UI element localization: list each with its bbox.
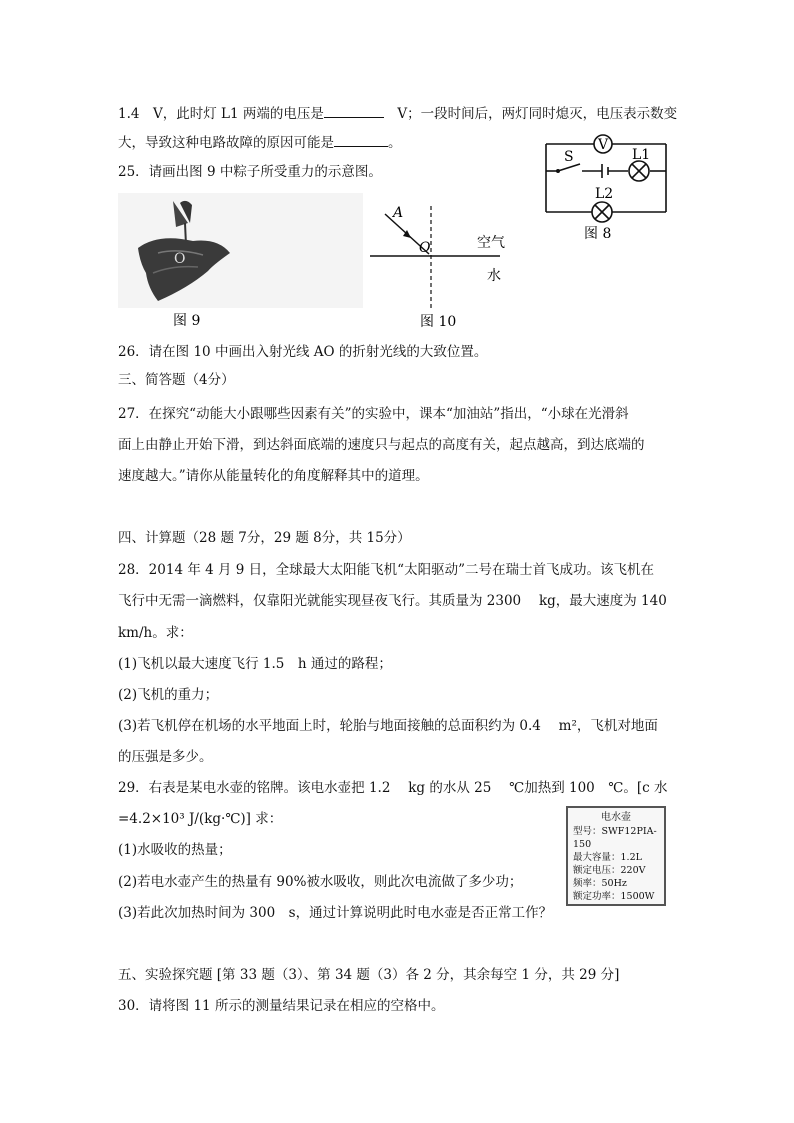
figure-10-caption: 图 10 xyxy=(420,314,457,330)
section-3-heading: 三、简答题（4分） xyxy=(118,372,235,388)
point-o-label: O xyxy=(419,240,431,256)
kettle-nameplate xyxy=(566,806,666,906)
nameplate-row: 额定功率：1500W xyxy=(573,891,655,902)
figure-8-circuit xyxy=(540,128,680,243)
question-28-line-3: km/h。求： xyxy=(118,625,193,641)
lamp-1-label: L1 xyxy=(632,147,651,163)
figure-8-caption: 图 8 xyxy=(584,226,612,242)
section-4-heading: 四、计算题（28 题 7分，29 题 8分，共 15分） xyxy=(118,530,411,546)
question-25: 25．请画出图 9 中粽子所受重力的示意图。 xyxy=(118,164,382,180)
question-28-sub-3a: (3)若飞机停在机场的水平地面上时，轮胎与地面接触的总面积约为 0.4 m²，飞机对地面 xyxy=(118,718,658,734)
nameplate-row: 最大容量：1.2L xyxy=(573,852,642,863)
nameplate-title: 电水壶 xyxy=(601,812,631,823)
question-27-line-1: 27．在探究“动能大小跟哪些因素有关”的实验中，课本“加油站”指出，“小球在光滑斜 xyxy=(118,406,629,422)
nameplate-row: 型号：SWF12PIA-150 xyxy=(573,826,657,850)
question-29-sub-2: (2)若电水壶产生的热量有 90%被水吸收，则此次电流做了多少功； xyxy=(118,874,523,890)
question-28-sub-3b: 的压强是多少。 xyxy=(118,749,213,765)
question-28-sub-2: (2)飞机的重力； xyxy=(118,687,219,703)
figure-9-point-label: O xyxy=(174,251,186,267)
lamp-2-label: L2 xyxy=(595,186,614,202)
q24-line-2: 大，导致这种电路故障的原因可能是 。 xyxy=(118,135,402,151)
question-29-sub-3: (3)若此次加热时间为 300 s，通过计算说明此时电水壶是否正常工作？ xyxy=(118,905,553,921)
question-30: 30．请将图 11 所示的测量结果记录在相应的空格中。 xyxy=(118,998,445,1014)
water-label: 水 xyxy=(487,268,501,284)
q24-line-1: 1.4 V，此时灯 L1 两端的电压是 V；一段时间后，两灯同时熄灭，电压表示数变 xyxy=(118,106,678,122)
question-26: 26．请在图 10 中画出入射光线 AO 的折射光线的大致位置。 xyxy=(118,344,488,360)
nameplate-row: 额定电压：220V xyxy=(573,865,646,876)
figure-10-refraction xyxy=(365,200,515,335)
answer-blank-2 xyxy=(334,133,388,147)
question-27-line-3: 速度越大。”请你从能量转化的角度解释其中的道理。 xyxy=(118,468,429,484)
section-5-heading: 五、实验探究题 [第 33 题（3）、第 34 题（3）各 2 分，其余每空 1 分，共 29 分] xyxy=(118,967,620,983)
switch-label: S xyxy=(564,149,574,165)
figure-9-caption: 图 9 xyxy=(173,313,201,329)
voltmeter-symbol: V xyxy=(597,137,609,153)
question-29-line-2: =4.2×10³ J/(kg·℃)] 求： xyxy=(118,811,283,827)
air-label: 空气 xyxy=(477,235,505,251)
question-27-line-2: 面上由静止开始下滑，到达斜面底端的速度只与起点的高度有关，起点越高，到达底端的 xyxy=(118,437,645,453)
question-28-line-2: 飞行中无需一滴燃料，仅靠阳光就能实现昼夜飞行。其质量为 2300 kg，最大速度为 140 xyxy=(118,593,667,609)
nameplate-row: 频率：50Hz xyxy=(573,878,627,889)
ray-a-label: A xyxy=(393,205,404,221)
answer-blank-1 xyxy=(324,104,384,118)
question-28-line-1: 28．2014 年 4 月 9 日，全球最大太阳能飞机“太阳驱动”二号在瑞士首飞成功。该飞机在 xyxy=(118,562,654,578)
question-29-sub-1: (1)水吸收的热量； xyxy=(118,842,232,858)
figure-9-zongzi xyxy=(118,193,363,333)
question-29-line-1: 29．右表是某电水壶的铭牌。该电水壶把 1.2 kg 的水从 25 ℃加热到 100 ℃。[c 水 xyxy=(118,780,668,796)
question-28-sub-1: (1)飞机以最大速度飞行 1.5 h 通过的路程； xyxy=(118,656,392,672)
